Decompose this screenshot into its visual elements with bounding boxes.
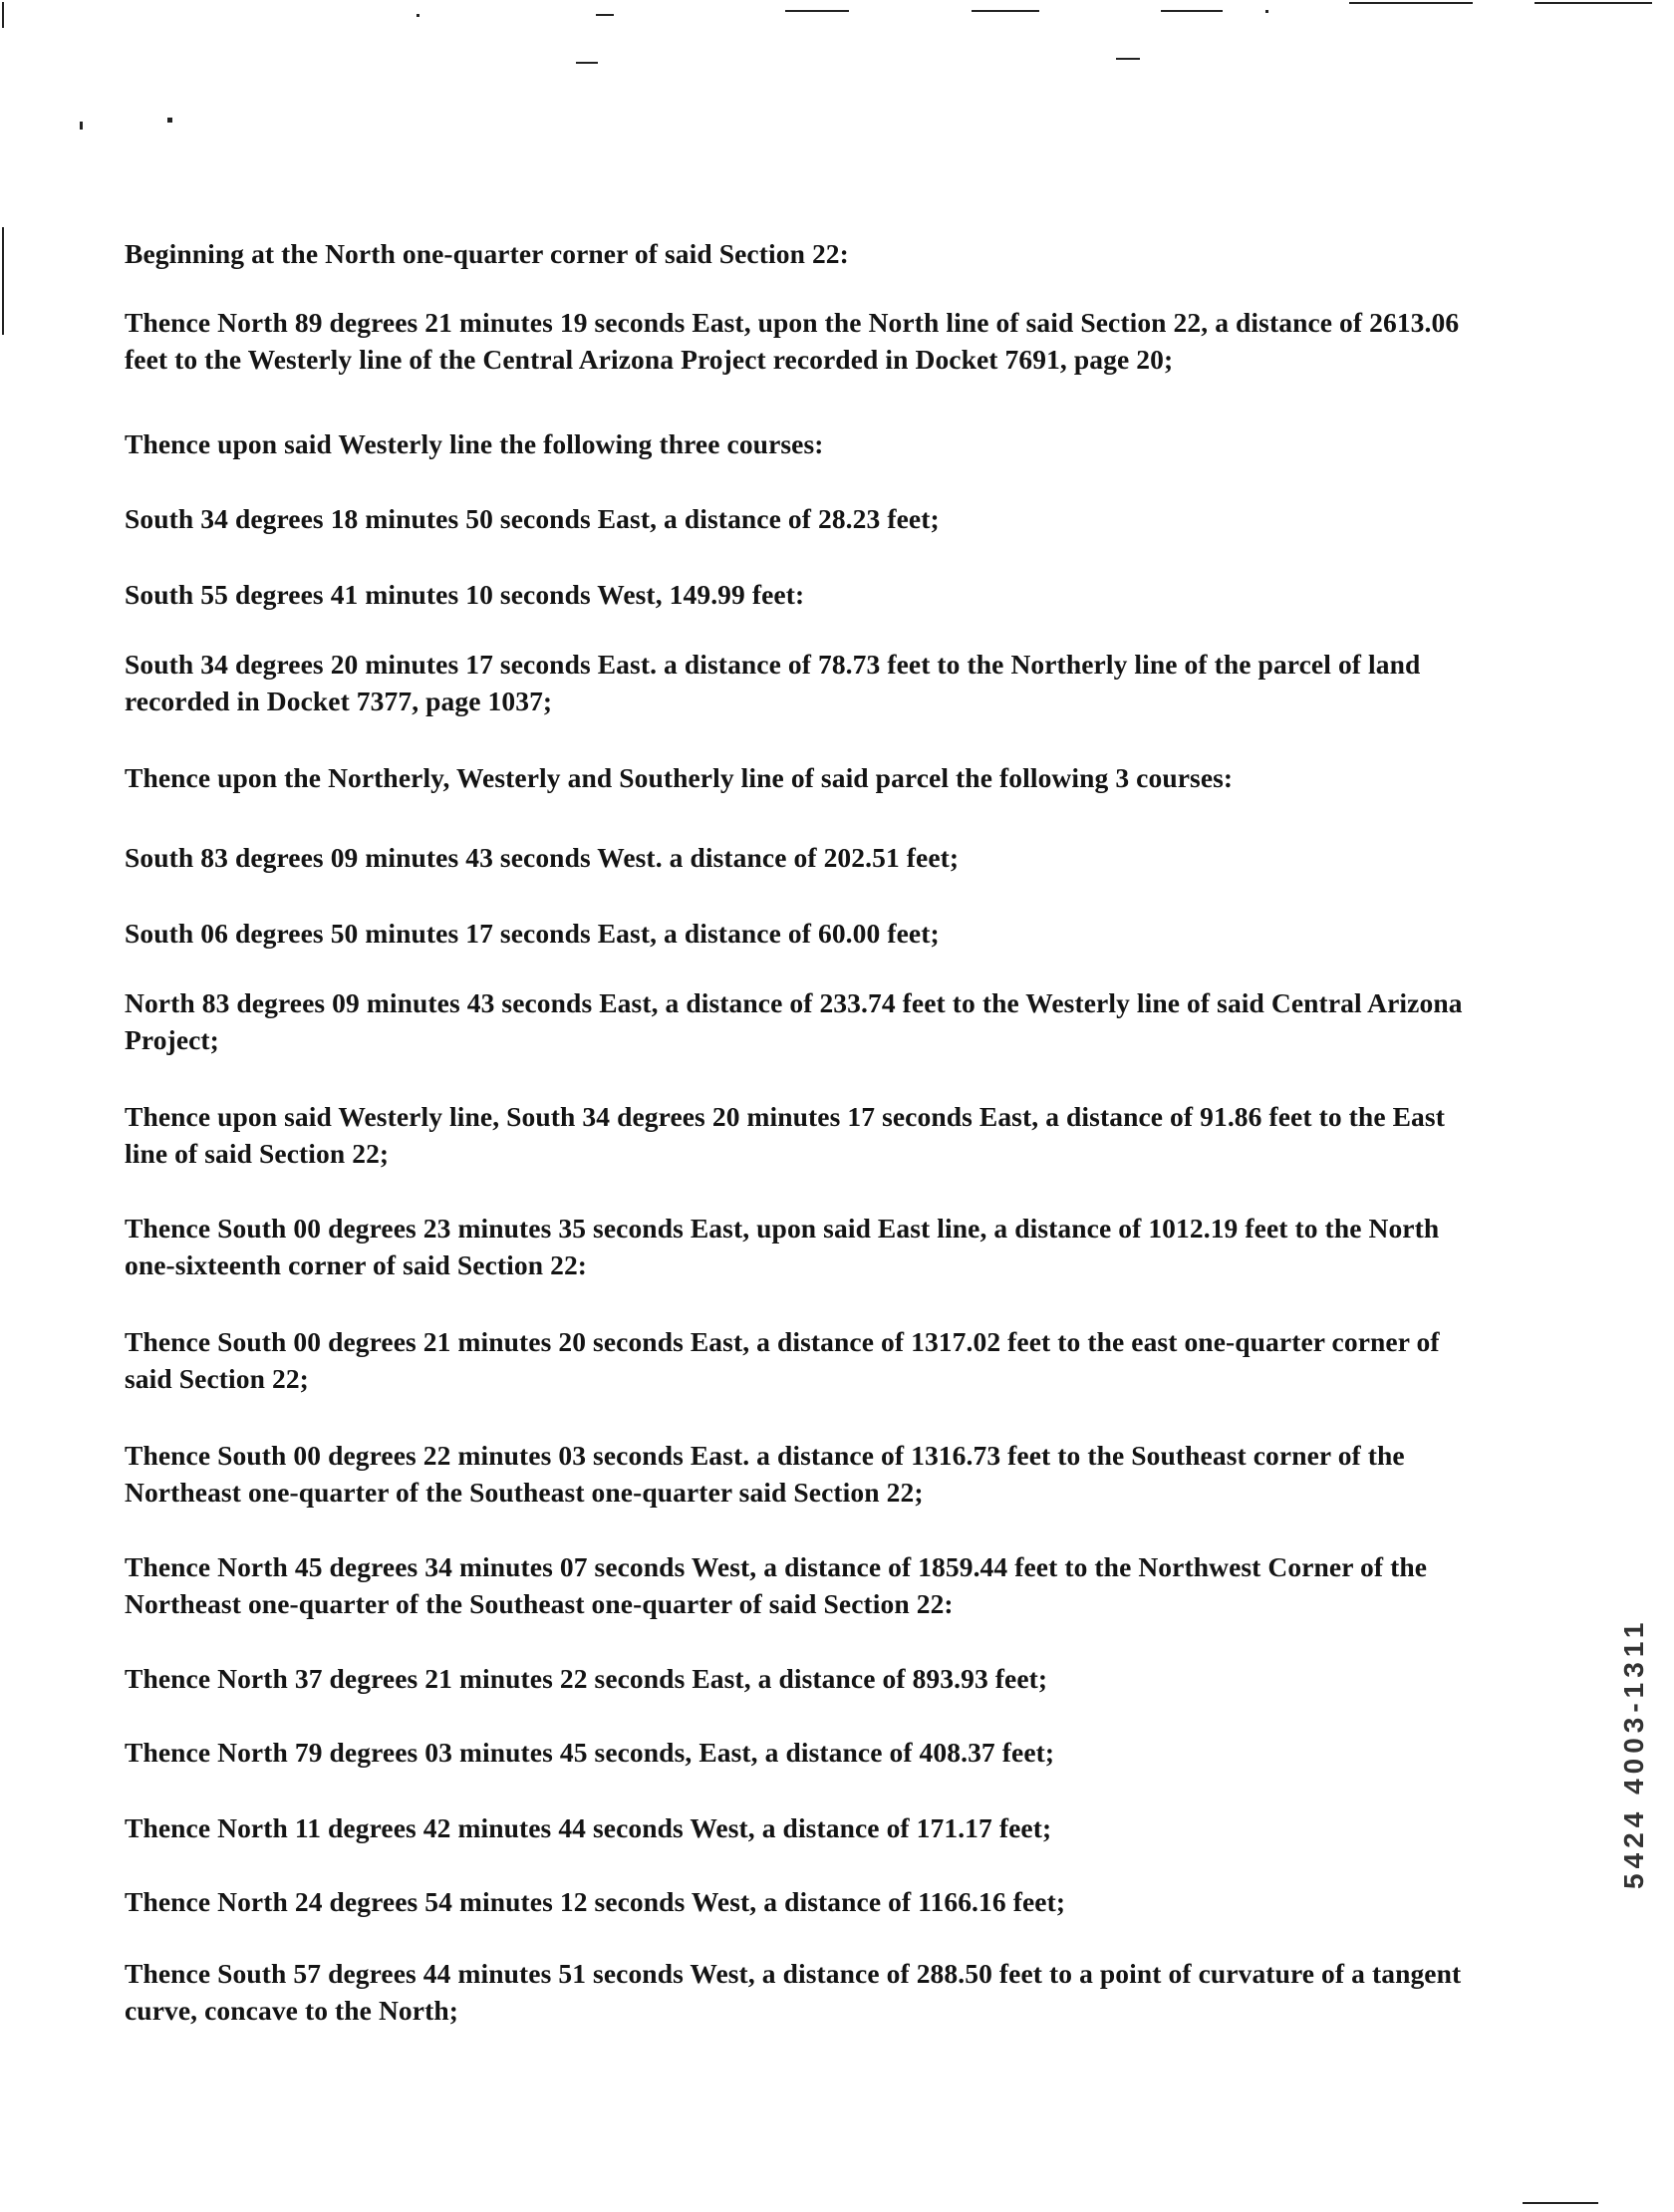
- paragraph-course: South 34 degrees 18 minutes 50 seconds East, a distance of 28.23 feet;: [125, 503, 940, 534]
- scan-artifact-top-line: [785, 10, 849, 12]
- scan-artifact-top-line: [1534, 2, 1652, 4]
- paragraph-course: Thence South 00 degrees 23 minutes 35 seconds East, upon said East line, a distance of 1012.19 feet to the North one-sixteenth corner of said Section 22:: [125, 1213, 1440, 1280]
- scan-artifact-speck: [417, 14, 419, 17]
- paragraph-course: South 34 degrees 20 minutes 17 seconds East. a distance of 78.73 feet to the Northerly line of the parcel of land recorded in Docket 7377, page 1037;: [125, 649, 1421, 716]
- paragraph-course: South 83 degrees 09 minutes 43 seconds West. a distance of 202.51 feet;: [125, 842, 960, 873]
- paragraph-course: North 83 degrees 09 minutes 43 seconds East, a distance of 233.74 feet to the Westerly line of said Central Arizona Project;: [125, 987, 1463, 1055]
- scan-artifact-speck: [1265, 10, 1268, 13]
- scan-artifact-speck: [596, 14, 614, 16]
- paragraph-course: Thence North 37 degrees 21 minutes 22 seconds East, a distance of 893.93 feet;: [125, 1663, 1048, 1694]
- paragraph-course: Thence North 45 degrees 34 minutes 07 seconds West, a distance of 1859.44 feet to the Northwest Corner of the Northeast one-quarter of the Southeast one-quarter of said Section 22:: [125, 1551, 1428, 1619]
- scan-artifact-speck: [80, 122, 83, 130]
- scan-artifact-speck: [1116, 58, 1140, 60]
- paragraph-beginning: Beginning at the North one-quarter corner of said Section 22:: [125, 238, 849, 269]
- scan-artifact-left-edge-2: [2, 227, 4, 335]
- scan-artifact-speck: [576, 62, 598, 64]
- paragraph-course: Thence South 00 degrees 21 minutes 20 seconds East, a distance of 1317.02 feet to the east one-quarter corner of said Section 22;: [125, 1326, 1440, 1394]
- scan-artifact-top-line: [972, 10, 1039, 12]
- paragraph-course: South 55 degrees 41 minutes 10 seconds West, 149.99 feet:: [125, 579, 805, 610]
- paragraph-course: Thence North 79 degrees 03 minutes 45 seconds, East, a distance of 408.37 feet;: [125, 1737, 1055, 1768]
- paragraph-course: Thence North 89 degrees 21 minutes 19 seconds East, upon the North line of said Section 22, a distance of 2613.06 feet to the Westerly line of the Central Arizona Project recorded in Docket 7691, page 20;: [125, 307, 1460, 375]
- paragraph-course: Thence South 57 degrees 44 minutes 51 seconds West, a distance of 288.50 feet to a point of curvature of a tangent curve, concave to the North;: [125, 1958, 1462, 2026]
- paragraph-course: Thence upon said Westerly line, South 34 degrees 20 minutes 17 seconds East, a distance of 91.86 feet to the East line of said Section 22;: [125, 1101, 1445, 1169]
- paragraph-course: Thence South 00 degrees 22 minutes 03 seconds East. a distance of 1316.73 feet to the Southeast corner of the Northeast one-quarter of the Southeast one-quarter said Section 22;: [125, 1440, 1405, 1508]
- scan-artifact-left-edge: [2, 2, 4, 28]
- scan-artifact-speck: [167, 118, 172, 123]
- paragraph-course: Thence upon said Westerly line the following three courses:: [125, 428, 824, 459]
- scan-artifact-bottom-line: [1523, 2202, 1598, 2204]
- recording-number-stamp: 5424 4003-1311: [1618, 1617, 1649, 1890]
- paragraph-course: Thence North 24 degrees 54 minutes 12 seconds West, a distance of 1166.16 feet;: [125, 1886, 1066, 1917]
- scan-artifact-top-line: [1349, 2, 1473, 4]
- paragraph-course: Thence upon the Northerly, Westerly and Southerly line of said parcel the following 3 courses:: [125, 762, 1234, 793]
- paragraph-course: South 06 degrees 50 minutes 17 seconds East, a distance of 60.00 feet;: [125, 918, 940, 949]
- scan-artifact-top-line: [1161, 10, 1223, 12]
- paragraph-course: Thence North 11 degrees 42 minutes 44 seconds West, a distance of 171.17 feet;: [125, 1812, 1052, 1843]
